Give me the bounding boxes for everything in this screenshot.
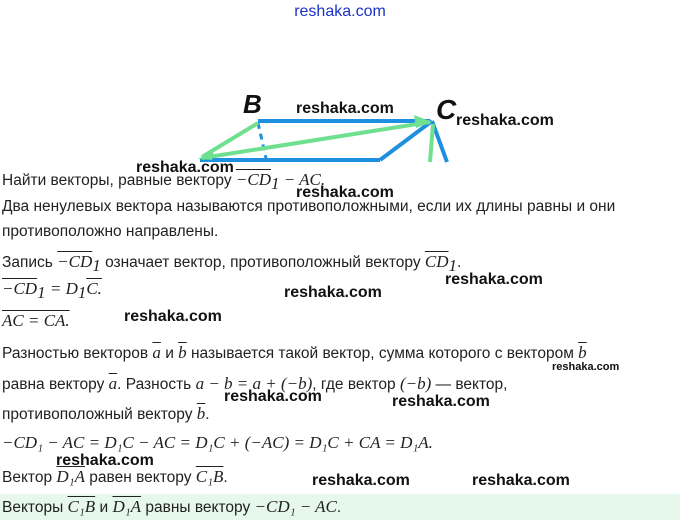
math: (−b) <box>399 374 432 393</box>
math-sub: 1 <box>448 256 457 276</box>
task-text: Найти векторы, равные вектору <box>2 172 236 189</box>
vector-c-down <box>430 124 433 162</box>
math: −CD₁ − AC <box>254 497 337 516</box>
text: Разностью векторов <box>2 345 153 362</box>
watermark: reshaka.com <box>124 308 222 325</box>
text: противоположный вектору <box>2 406 197 423</box>
text-line <box>2 467 228 488</box>
text: равен вектору <box>84 469 196 486</box>
text-line: Два ненулевых вектора называются противоположными, если их длины равны и они <box>2 198 616 215</box>
watermark: reshaka.com <box>224 388 322 405</box>
math: a − b = a + (−b) <box>195 374 313 393</box>
math: −CD <box>57 252 93 271</box>
text: и <box>160 345 179 362</box>
math: $\overline{CD}$ <box>424 252 449 271</box>
text: . <box>336 499 342 516</box>
text: означает вектор, противоположный вектору <box>100 254 425 271</box>
math: D₁A <box>56 467 85 486</box>
task-line <box>2 170 325 194</box>
site-link[interactable]: reshaka.com <box>294 3 386 20</box>
text: Векторы <box>2 499 68 516</box>
text: , где вектор <box>312 376 400 393</box>
text: Вектор <box>2 469 57 486</box>
edge-dashed <box>258 123 266 158</box>
label-b: B <box>243 89 262 119</box>
watermark: reshaka.com <box>136 159 234 176</box>
math-line <box>2 433 433 453</box>
math-equation: −CD₁ − AC = D₁C − AC = D₁C + (−AC) = D₁C + CA = D₁A. <box>2 433 433 452</box>
math-sub: 1 <box>270 174 280 194</box>
text-line <box>2 404 210 425</box>
math: $\overline{a}$ <box>108 374 118 393</box>
watermark: reshaka.com <box>296 184 394 201</box>
math-sub: 1 <box>77 283 87 303</box>
watermark: reshaka.com <box>312 472 410 489</box>
math: −CD <box>235 170 271 189</box>
text-line <box>2 374 507 395</box>
math: $\overline{a}$ <box>152 343 161 362</box>
math: $\overline{b}$ <box>178 343 187 362</box>
math-sub: 1 <box>92 256 101 276</box>
text: . <box>205 406 210 423</box>
watermark: reshaka.com <box>284 284 382 301</box>
math-line <box>2 279 102 303</box>
text: . <box>457 254 462 271</box>
text: — вектор, <box>431 376 508 393</box>
math: C. <box>86 279 102 298</box>
math: AC = CA. <box>2 311 70 330</box>
math: $\overline{b}$ <box>196 404 206 423</box>
watermark: reshaka.com <box>456 112 554 129</box>
text: . Разность <box>117 376 196 393</box>
parallelepiped-figure <box>0 0 680 175</box>
math-sub: 1 <box>37 283 46 303</box>
watermark: reshaka.com <box>392 393 490 410</box>
text-line <box>2 343 587 364</box>
text: Запись <box>2 254 58 271</box>
text-line: противоположно направлены. <box>2 223 219 240</box>
vector-ac <box>202 122 430 158</box>
text: равны вектору <box>141 499 255 516</box>
math: C₁B <box>195 467 224 486</box>
watermark: reshaka.com <box>56 452 154 469</box>
math: − AC. <box>279 170 326 189</box>
answer-line <box>0 494 680 520</box>
watermark: reshaka.com <box>445 271 543 288</box>
text: . <box>223 469 228 486</box>
text: равна вектору <box>2 376 109 393</box>
text: и <box>95 499 113 516</box>
math: D₁A <box>112 497 142 516</box>
math: $\overline{b}$ <box>578 343 587 362</box>
text-line <box>2 252 461 276</box>
watermark: reshaka.com <box>296 100 394 117</box>
watermark: reshaka.com <box>552 361 620 373</box>
text: называется такой вектор, сумма которого с вектором <box>186 345 579 362</box>
math-line <box>2 311 70 332</box>
math: −CD <box>2 279 38 298</box>
watermark: reshaka.com <box>472 472 570 489</box>
math: C₁B <box>67 497 96 516</box>
label-c: C <box>436 94 457 125</box>
math: = D <box>45 279 78 298</box>
